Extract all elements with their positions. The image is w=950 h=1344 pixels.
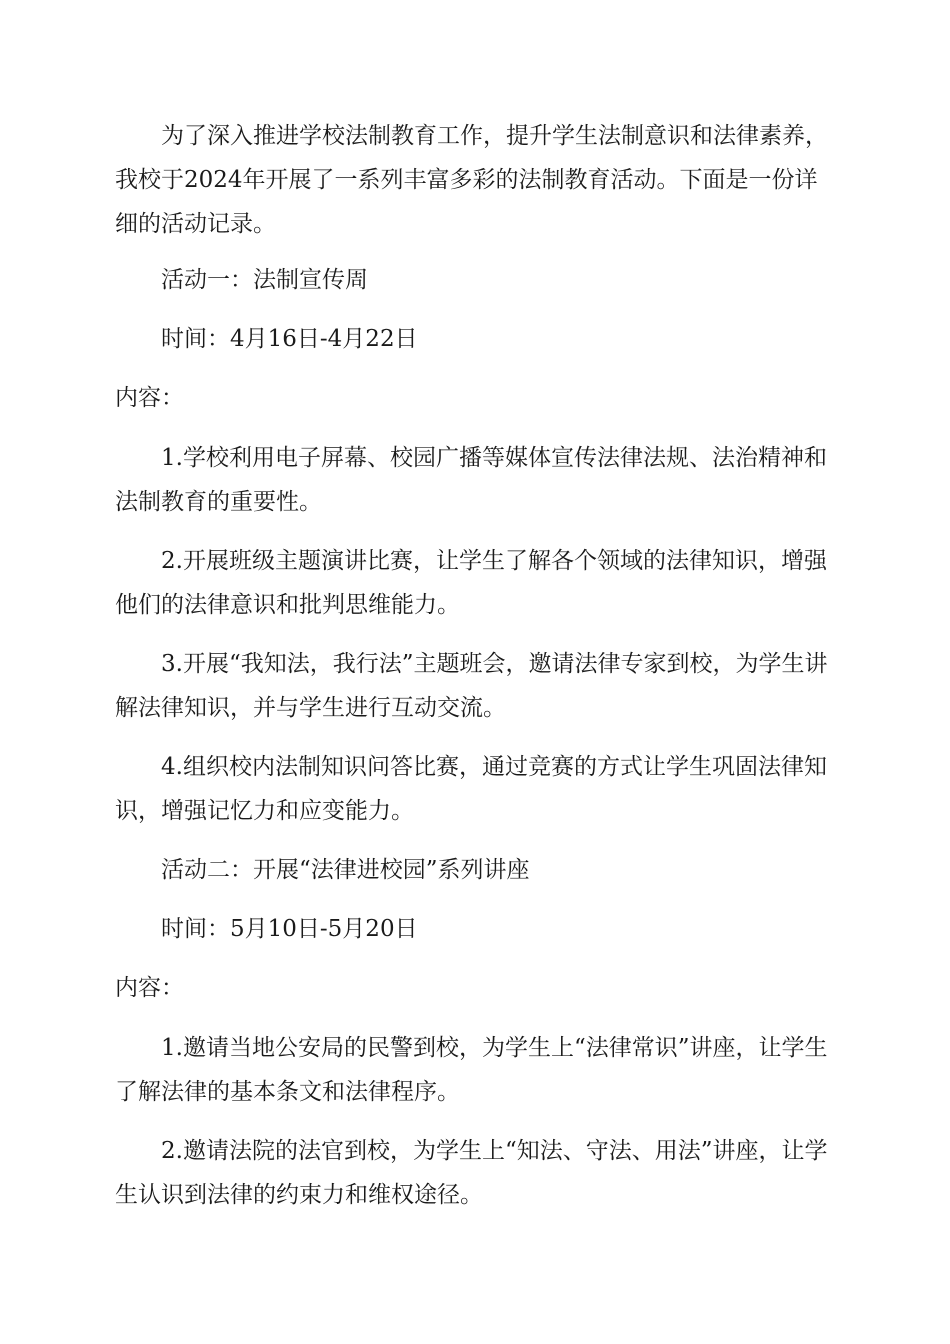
intro-paragraph: 为了深入推进学校法制教育工作，提升学生法制意识和法律素养，我校于2024年开展了一系列丰富多彩的法制教育活动。下面是一份详细的活动记录。	[115, 123, 828, 237]
activity-1-item-4: 4.组织校内法制知识问答比赛，通过竞赛的方式让学生巩固法律知识，增强记忆力和应变能力。	[115, 754, 827, 824]
activity-1-item-1: 1.学校利用电子屏幕、校园广播等媒体宣传法律法规、法治精神和法制教育的重要性。	[115, 445, 827, 515]
activity-2-content-label: 内容：	[115, 975, 184, 1001]
activity-1-item-3: 3.开展“我知法，我行法”主题班会，邀请法律专家到校，为学生讲解法律知识，并与学生进行互动交流。	[115, 651, 828, 721]
activity-2-item-1: 1.邀请当地公安局的民警到校，为学生上“法律常识”讲座，让学生了解法律的基本条文和法律程序。	[115, 1035, 828, 1105]
activity-1-content-label: 内容：	[115, 385, 184, 411]
activity-2-item-2: 2.邀请法院的法官到校，为学生上“知法、守法、用法”讲座，让学生认识到法律的约束力和维权途径。	[115, 1138, 828, 1208]
activity-2-heading: 活动二：开展“法律进校园”系列讲座	[161, 857, 530, 883]
activity-1-item-2: 2.开展班级主题演讲比赛，让学生了解各个领域的法律知识，增强他们的法律意识和批判思维能力。	[115, 548, 827, 618]
activity-2-time: 时间：5月10日-5月20日	[161, 916, 418, 942]
activity-1-time: 时间：4月16日-4月22日	[161, 326, 418, 352]
activity-1-heading: 活动一：法制宣传周	[161, 267, 368, 293]
